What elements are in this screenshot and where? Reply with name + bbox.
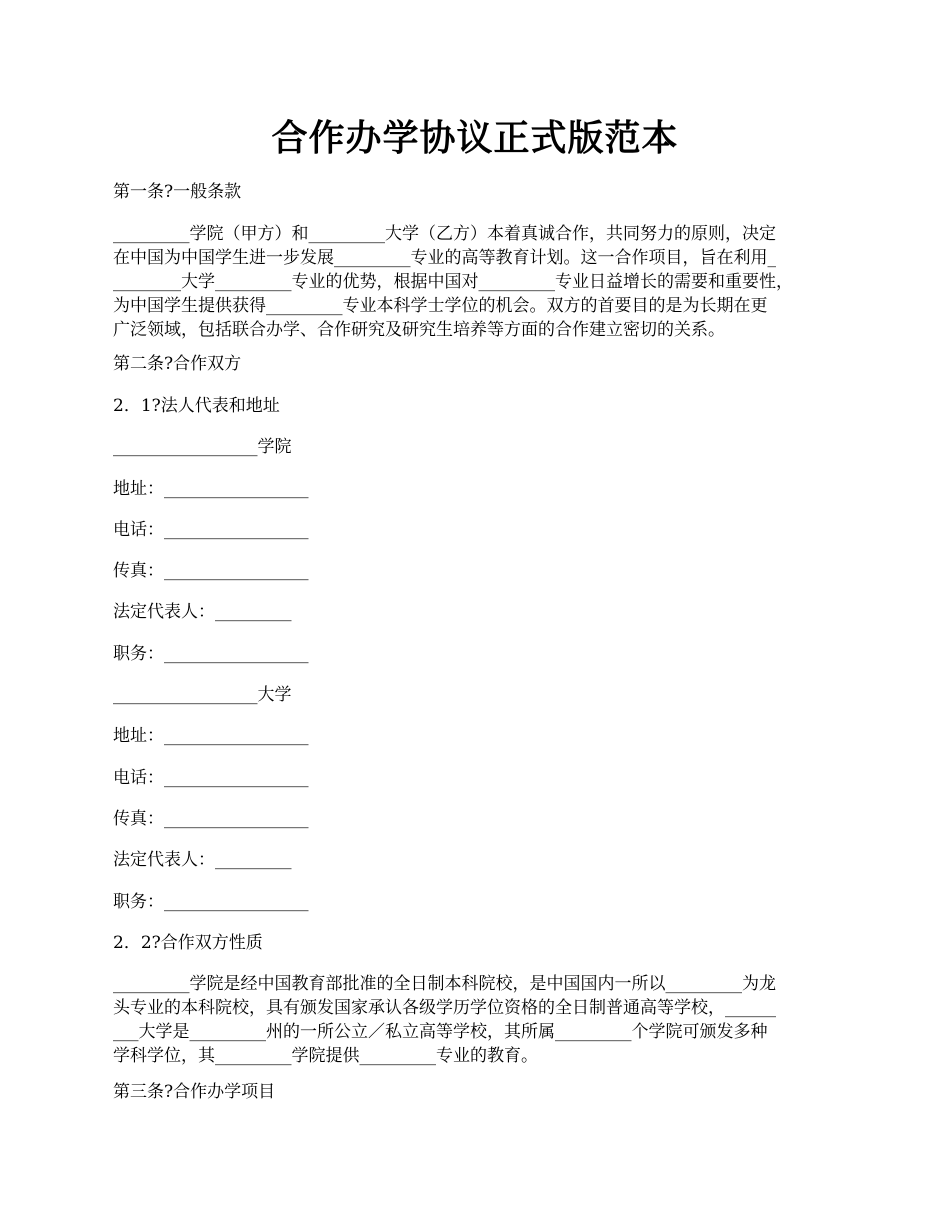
party-b-name-line: _________________大学 [113, 685, 292, 705]
party-a-address: 地址：_________________ [113, 479, 309, 499]
paragraph-line: 为中国学生提供获得_________专业本科学士学位的机会。双方的首要目的是为长期在更 [113, 296, 768, 316]
party-a-fax: 传真：_________________ [113, 561, 309, 581]
party-b-address: 地址：_________________ [113, 726, 309, 746]
article-1-heading: 第一条?一般条款 [113, 182, 242, 202]
paragraph-line: ________大学_________专业的优势，根据中国对_________专业日益增长的需要和重要性， [113, 272, 793, 292]
paragraph-line: ___大学是_________州的一所公立／私立高等学校，其所属_________个学院可颁发多种 [113, 1022, 768, 1042]
party-b-phone: 电话：_________________ [113, 768, 309, 788]
article-3-heading: 第三条?合作办学项目 [113, 1082, 276, 1102]
paragraph-line: _________学院（甲方）和_________大学（乙方）本着真诚合作，共同努力的原则，决定 [113, 224, 776, 244]
paragraph-line: _________学院是经中国教育部批准的全日制本科院校，是中国国内一所以_________为龙 [113, 974, 776, 994]
section-2-2-heading: 2．2?合作双方性质 [113, 933, 263, 953]
party-a-legal-rep: 法定代表人：_________ [113, 602, 292, 622]
party-a-name-line: _________________学院 [113, 437, 292, 457]
paragraph-line: 学科学位，其_________学院提供_________专业的教育。 [113, 1046, 538, 1066]
document-title: 合作办学协议正式版范本 [271, 117, 679, 159]
article-1-paragraph [113, 222, 843, 342]
section-2-1-heading: 2．1?法人代表和地址 [113, 396, 280, 416]
party-b-position: 职务：_________________ [113, 892, 309, 912]
article-2-heading: 第二条?合作双方 [113, 354, 242, 374]
party-b-legal-rep: 法定代表人：_________ [113, 850, 292, 870]
paragraph-line: 头专业的本科院校，具有颁发国家承认各级学历学位资格的全日制普通高等学校，______ [113, 998, 776, 1018]
party-a-position: 职务：_________________ [113, 644, 309, 664]
paragraph-line: 在中国为中国学生进一步发展_________专业的高等教育计划。这一合作项目，旨在利用_ [113, 248, 776, 268]
party-b-fax: 传真：_________________ [113, 809, 309, 829]
party-a-phone: 电话：_________________ [113, 520, 309, 540]
parties-nature-paragraph [113, 972, 843, 1068]
paragraph-line: 广泛领域，包括联合办学、合作研究及研究生培养等方面的合作建立密切的关系。 [113, 320, 725, 340]
